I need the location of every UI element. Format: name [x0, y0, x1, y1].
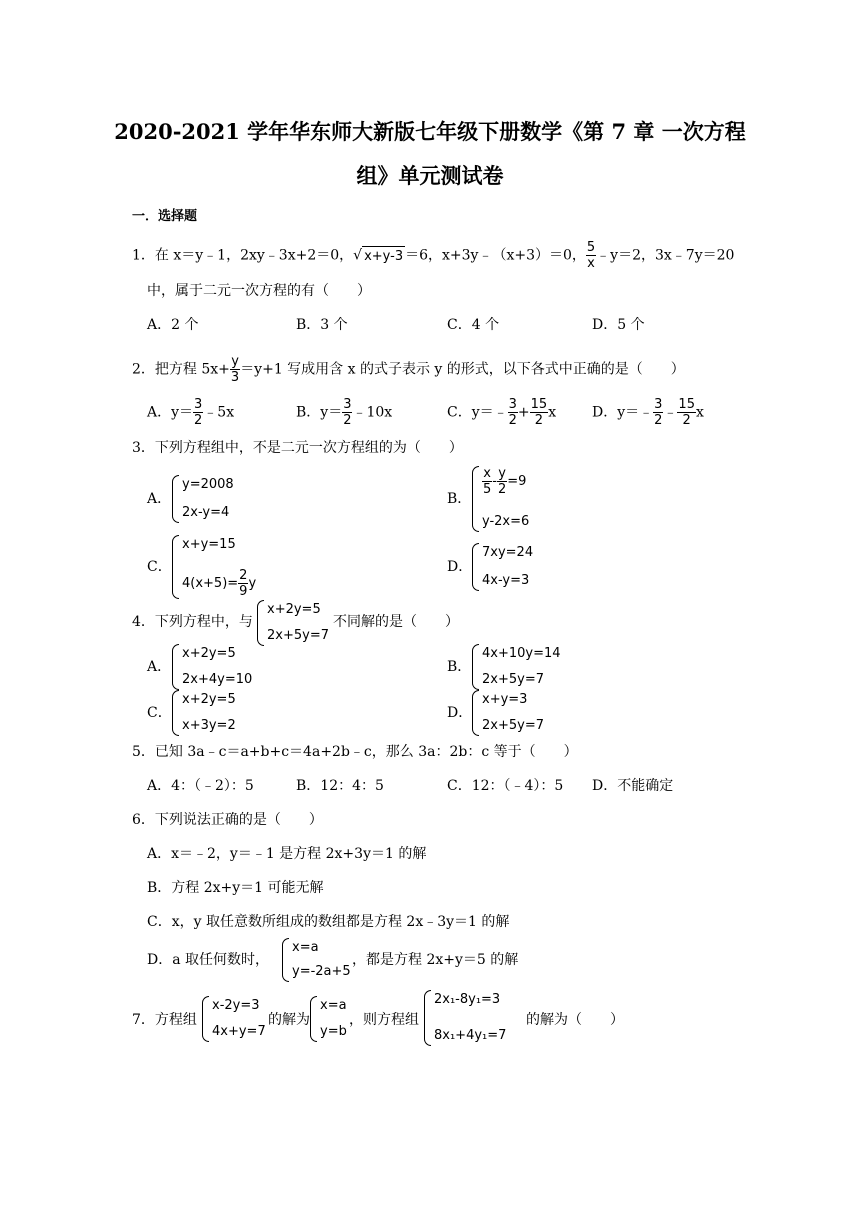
q4-a-label: A． — [147, 659, 172, 675]
q2-c-den-1: 2 — [508, 413, 517, 428]
q2-a-num: 3 — [194, 397, 203, 412]
q4-d-row-2: 2x+5y=7 — [482, 718, 544, 733]
q4-ref-row-2: 2x+5y=7 — [267, 628, 329, 643]
q3-d-label: D． — [447, 559, 473, 575]
q2-a-frac — [193, 397, 203, 428]
q4-system-d — [472, 690, 544, 736]
q7-system-1 — [202, 996, 266, 1042]
q2-d-frac-2 — [677, 397, 696, 428]
q1-text-post: ﹣y＝2，3x﹣7y＝20 — [596, 247, 735, 264]
q3-b-label: B． — [447, 491, 472, 507]
q3-system-a — [172, 475, 234, 523]
brace-icon — [472, 543, 479, 591]
q1-fraction — [586, 240, 596, 271]
q2-d-mid: ﹣ — [663, 404, 678, 421]
q7-text-mid-2: ，则方程组 — [349, 1012, 419, 1028]
q3-c-frac — [238, 568, 248, 599]
q2-d-num-1: 3 — [654, 397, 663, 412]
question-1 — [132, 240, 734, 271]
q6-d-row-1: x=a — [292, 940, 319, 955]
q2-b-num: 3 — [343, 397, 352, 412]
question-2 — [132, 354, 685, 385]
q3-b-num-1: x — [483, 466, 491, 481]
q2-d-frac-1 — [653, 397, 663, 428]
q1-option-b: B．3 个 — [296, 317, 348, 333]
q1-option-d: D．5 个 — [592, 317, 645, 333]
q2-c-frac-1 — [508, 397, 518, 428]
section-heading: 一．选择题 — [132, 209, 198, 224]
q4-text-post: 不同解的是（ ） — [333, 614, 459, 630]
q3-c-r2-post: y — [248, 576, 257, 591]
q7-s1-row-1: x-2y=3 — [212, 998, 260, 1013]
q3-a-row-1: y=2008 — [182, 477, 234, 492]
q6-option-d-post: ，都是方程 2x+y＝5 的解 — [352, 952, 519, 968]
brace-icon — [472, 690, 479, 736]
q2-option-b — [296, 397, 392, 428]
q4-c-label: C． — [147, 705, 172, 721]
brace-icon — [472, 644, 479, 690]
q3-b-row-2: y-2x=6 — [482, 514, 530, 529]
q1-sqrt-radicand: x+y-3 — [362, 246, 405, 267]
q4-c-row-2: x+3y=2 — [182, 718, 236, 733]
q2-c-pre: C．y＝﹣ — [447, 404, 508, 421]
q2-d-post: x — [695, 404, 704, 421]
q7-system-3 — [424, 990, 506, 1046]
q2-c-num-1: 3 — [508, 397, 517, 412]
q2-option-d — [592, 397, 704, 428]
question-6: 6．下列说法正确的是（ ） — [132, 812, 323, 828]
q2-text-pre: 把方程 5x+ — [154, 361, 230, 378]
q1-text-pre: 在 x＝y﹣1，2xy﹣3x+2＝0， — [154, 247, 354, 264]
q7-s3-row-2: 8x₁+4y₁=7 — [434, 1028, 507, 1043]
q4-system-a — [172, 644, 252, 690]
q3-system-b — [472, 466, 529, 532]
q5-option-c: C．12：（﹣4）：5 — [447, 778, 564, 794]
q1-frac-numerator: 5 — [586, 240, 596, 255]
brace-icon — [472, 466, 479, 532]
q3-system-c — [172, 535, 256, 599]
q5-option-a: A．4：（﹣2）：5 — [147, 778, 254, 794]
title-line-1: 2020-2021 学年华东师大新版七年级下册数学《第 7 章 一次方程 — [114, 119, 746, 144]
q6-option-c: C．x，y 取任意数所组成的数组都是方程 2x﹣3y＝1 的解 — [147, 914, 510, 930]
q1-frac-denominator: x — [587, 256, 595, 271]
q3-a-row-2: 2x-y=4 — [182, 505, 230, 520]
q7-s2-row-2: y=b — [320, 1024, 347, 1039]
q3-b-den-1: 5 — [483, 482, 492, 497]
q7-text-pre: 7．方程组 — [132, 1012, 197, 1028]
q7-s3-row-1: 2x₁-8y₁=3 — [434, 992, 501, 1007]
q2-frac-numerator: y — [231, 354, 239, 369]
q1-text-mid: ＝6，x+3y﹣（x+3）＝0， — [405, 247, 586, 264]
q2-option-a — [147, 397, 234, 428]
brace-icon — [424, 990, 431, 1046]
q6-option-a: A．x＝﹣2，y＝﹣1 是方程 2x+3y＝1 的解 — [147, 846, 427, 862]
q6-d-row-2: y=-2a+5 — [292, 964, 351, 979]
q1-number: 1． — [132, 247, 155, 264]
q2-c-den-2: 2 — [534, 413, 544, 428]
q6-option-b: B．方程 2x+y＝1 可能无解 — [147, 880, 324, 896]
q3-c-row-2 — [182, 568, 256, 599]
q3-b-eq: =9 — [507, 474, 527, 489]
q2-c-mid: + — [517, 404, 530, 421]
brace-icon — [172, 475, 179, 523]
sqrt-sign: √ — [353, 247, 363, 264]
q7-s1-row-2: 4x+y=7 — [212, 1024, 266, 1039]
q2-a-post: ﹣5x — [203, 404, 235, 421]
q7-s2-row-1: x=a — [320, 998, 347, 1013]
brace-icon — [257, 600, 264, 646]
q3-c-row-1: x+y=15 — [182, 537, 236, 552]
q4-text-pre: 4．下列方程中，与 — [132, 614, 253, 630]
q4-system-c — [172, 690, 236, 736]
q3-d-row-1: 7xy=24 — [482, 545, 534, 560]
q7-text-post: 的解为（ ） — [526, 1012, 624, 1028]
q2-c-frac-2 — [530, 397, 549, 428]
brace-icon — [172, 535, 179, 599]
title-line-2: 组》单元测试卷 — [356, 163, 504, 188]
question-3: 3．下列方程组中，不是二元一次方程组的为（ ） — [132, 440, 463, 456]
q3-b-num-2: y — [498, 466, 506, 481]
q3-c-r2-pre: 4(x+5)= — [182, 576, 239, 591]
q4-b-row-2: 2x+5y=7 — [482, 672, 544, 687]
q3-c-den: 9 — [239, 584, 248, 599]
q3-a-label: A． — [147, 491, 172, 507]
q2-b-den: 2 — [343, 413, 352, 428]
q2-number: 2． — [132, 361, 155, 378]
q2-b-pre: B．y＝ — [296, 404, 343, 421]
q2-fraction — [230, 354, 240, 385]
q7-system-2 — [310, 996, 347, 1042]
q4-c-row-1: x+2y=5 — [182, 692, 236, 707]
q3-b-den-2: 2 — [497, 482, 507, 497]
q2-d-num-2: 15 — [678, 397, 695, 412]
q2-c-post: x — [548, 404, 557, 421]
q6-option-d-pre: D．a 取任何数时， — [147, 952, 270, 968]
q3-b-frac-2 — [497, 466, 507, 497]
brace-icon — [172, 644, 179, 690]
brace-icon — [172, 690, 179, 736]
q2-a-pre: A．y＝ — [147, 404, 194, 421]
q4-d-row-1: x+y=3 — [482, 692, 528, 707]
q2-text-post: ＝y+1 写成用含 x 的式子表示 y 的形式，以下各式中正确的是（ ） — [240, 361, 685, 378]
q6-d-system — [282, 938, 351, 982]
q3-c-num: 2 — [239, 568, 248, 583]
q2-frac-denominator: 3 — [230, 370, 240, 385]
q3-system-d — [472, 543, 533, 591]
q2-option-c — [447, 397, 556, 428]
q3-b-row-1 — [482, 466, 529, 497]
q2-a-den: 2 — [194, 413, 203, 428]
q4-reference-system — [257, 600, 329, 646]
q4-ref-row-1: x+2y=5 — [267, 602, 321, 617]
q4-d-label: D． — [447, 705, 473, 721]
q5-option-d: D．不能确定 — [592, 778, 674, 794]
q2-d-den-2: 2 — [682, 413, 691, 428]
brace-icon — [282, 938, 289, 982]
q4-b-label: B． — [447, 659, 472, 675]
q1-option-a: A．2 个 — [147, 317, 199, 333]
q1-line-2: 中，属于二元一次方程的有（ ） — [147, 283, 371, 299]
question-5: 5．已知 3a﹣c＝a+b+c＝4a+2b﹣c，那么 3a：2b：c 等于（ ） — [132, 744, 578, 760]
q3-b-mid: - — [492, 474, 497, 489]
q2-d-den-1: 2 — [654, 413, 663, 428]
brace-icon — [202, 996, 209, 1042]
q4-a-row-1: x+2y=5 — [182, 646, 236, 661]
brace-icon — [310, 996, 317, 1042]
q2-b-frac — [342, 397, 352, 428]
q2-b-post: ﹣10x — [352, 404, 393, 421]
q1-option-c: C．4 个 — [447, 317, 500, 333]
q2-c-num-2: 15 — [530, 397, 548, 412]
q3-c-label: C． — [147, 559, 172, 575]
q3-b-frac-1 — [482, 466, 492, 497]
q4-a-row-2: 2x+4y=10 — [182, 672, 253, 687]
q4-b-row-1: 4x+10y=14 — [482, 646, 561, 661]
q2-d-pre: D．y＝﹣ — [592, 404, 654, 421]
q5-option-b: B．12：4：5 — [296, 778, 384, 794]
q3-d-row-2: 4x-y=3 — [482, 573, 530, 588]
q4-system-b — [472, 644, 561, 690]
q7-text-mid-1: 的解为 — [268, 1012, 310, 1028]
